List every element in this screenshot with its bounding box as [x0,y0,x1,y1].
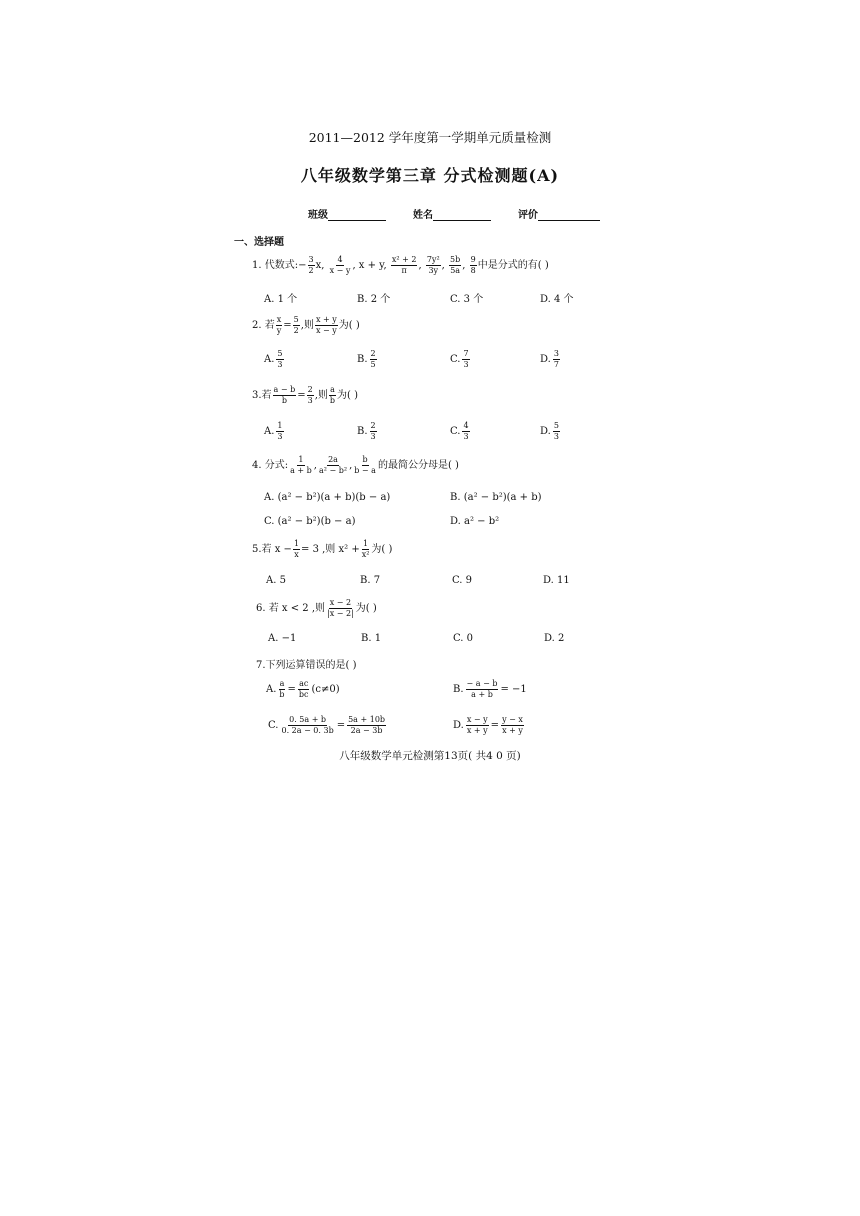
q1-number: 1. [252,260,262,271]
info-line [308,206,600,221]
q1-frac-5b: $\frac{5b}{5a}$ [450,255,461,275]
q5-option-a[interactable]: A. 5 [266,575,286,586]
q3-option-c[interactable]: C. $\frac{4}{3}$ [450,421,469,441]
question-7: 7.下列运算错误的是( ) [256,660,357,671]
q1-option-c[interactable]: C. 3 个 [450,294,484,305]
question-1: 1. 代数式:− $\frac{3}{2}$ x, $\frac{4}{x - y}$ , x + y, $\frac{\text{x² + 2}}{\pi}$ , $\frac{\text{7y²}}{3y}$ , $\frac{5b}{5a}$ , $\frac{9}{8}$ 中是分式的有( ) [252,255,549,275]
q4-option-a[interactable]: A. (a² − b²)(a + b)(b − a) [264,492,391,503]
question-3: 3.若 $\frac{a - b}{b}$ = $\frac{2}{3}$ ,则 $\frac{a}{b}$ 为( ) [252,385,359,405]
q7-option-d[interactable]: D. $\frac{x - y}{x + y}$ = $\frac{y - x}{x + y}$ [453,715,523,735]
class-label: 班级 [308,210,328,221]
name-blank[interactable] [433,210,491,221]
q4-option-b[interactable]: B. (a² − b²)(a + b) [450,492,542,503]
q5-option-c[interactable]: C. 9 [452,575,473,586]
class-blank[interactable] [328,210,386,221]
exam-title: 八年级数学第三章 分式检测题(A) [300,166,560,185]
q6-option-a[interactable]: A. −1 [268,633,297,644]
q1-frac-7y2: $\frac{\text{7y²}}{3y}$ [426,255,440,275]
q7-option-b[interactable]: B. $\frac{- a - b}{a + b}$ = −1 [453,679,527,699]
question-2: 2. 若 $\frac{x}{y}$ = $\frac{5}{2}$ ,则 $\frac{x + y}{x - y}$ 为( ) [252,315,360,335]
q2-option-a[interactable]: A. $\frac{5}{3}$ [264,349,283,369]
q5-option-d[interactable]: D. 11 [543,575,570,586]
q1-prefix: 代数式: [264,260,299,271]
question-5: 5.若 x − $\frac{1}{x}$ = 3 ,则 x² + $\frac{1}{\text{x²}}$ 为( ) [252,539,393,559]
q1-option-b[interactable]: B. 2 个 [357,294,391,305]
q3-option-d[interactable]: D. $\frac{5}{3}$ [540,421,559,441]
grade-blank[interactable] [538,210,600,221]
q1-minus: − [298,260,307,271]
grade-label: 评价 [517,210,538,221]
q1-frac-x2: $\frac{\text{x² + 2}}{\pi}$ [391,255,417,275]
q2-option-b[interactable]: B. $\frac{2}{5}$ [357,349,376,369]
q5-option-b[interactable]: B. 7 [360,575,381,586]
q3-option-b[interactable]: B. $\frac{2}{3}$ [357,421,376,441]
q1-option-a[interactable]: A. 1 个 [264,294,298,305]
q1-frac-3-2: $\frac{3}{2}$ [308,255,314,275]
q4-option-c[interactable]: C. (a² − b²)(b − a) [264,516,356,527]
page-footer: 八年级数学单元检测第13页( 共4 0 页) [339,750,521,762]
q7-option-a[interactable]: A. $\frac{a}{b}$ = $\frac{ac}{bc}$ (c≠0) [266,679,340,699]
q1-frac-4: $\frac{4}{x - y}$ [329,255,351,275]
q1-option-d[interactable]: D. 4 个 [540,294,574,305]
section-title: 一、选择题 [234,237,284,248]
q2-option-c[interactable]: C. $\frac{7}{3}$ [450,349,469,369]
q2-option-d[interactable]: D. $\frac{3}{7}$ [540,349,559,369]
q6-option-c[interactable]: C. 0 [453,633,474,644]
q1-frac-9-8: $\frac{9}{8}$ [470,255,476,275]
question-4: 4. 分式: $\frac{1}{a + b}$ , $\frac{2a}{\text{a² − b²}}$ , $\frac{b}{b - a}$ 的最简公分母是( ) [252,455,459,475]
term-title: 2011—2012 学年度第一学期单元质量检测 [308,130,552,145]
q1-x: x, [315,260,325,271]
q7-option-c[interactable]: C. $\frac{0. 5a + b}{0. 2a - 0. 3b}$ = $\frac{5a + 10b}{2a - 3b}$ [268,715,386,735]
q1-xy: , x + y, [352,260,387,271]
q6-option-d[interactable]: D. 2 [544,633,565,644]
q3-option-a[interactable]: A. $\frac{1}{3}$ [264,421,283,441]
q1-suffix: 中是分式的有( ) [477,260,549,271]
q4-option-d[interactable]: D. a² − b² [450,516,500,527]
q6-option-b[interactable]: B. 1 [361,633,382,644]
name-label: 姓名 [412,210,433,221]
question-6: 6. 若 x < 2 ,则 $\frac{x - 2}{|x - 2|}$ 为( ) [256,598,377,618]
